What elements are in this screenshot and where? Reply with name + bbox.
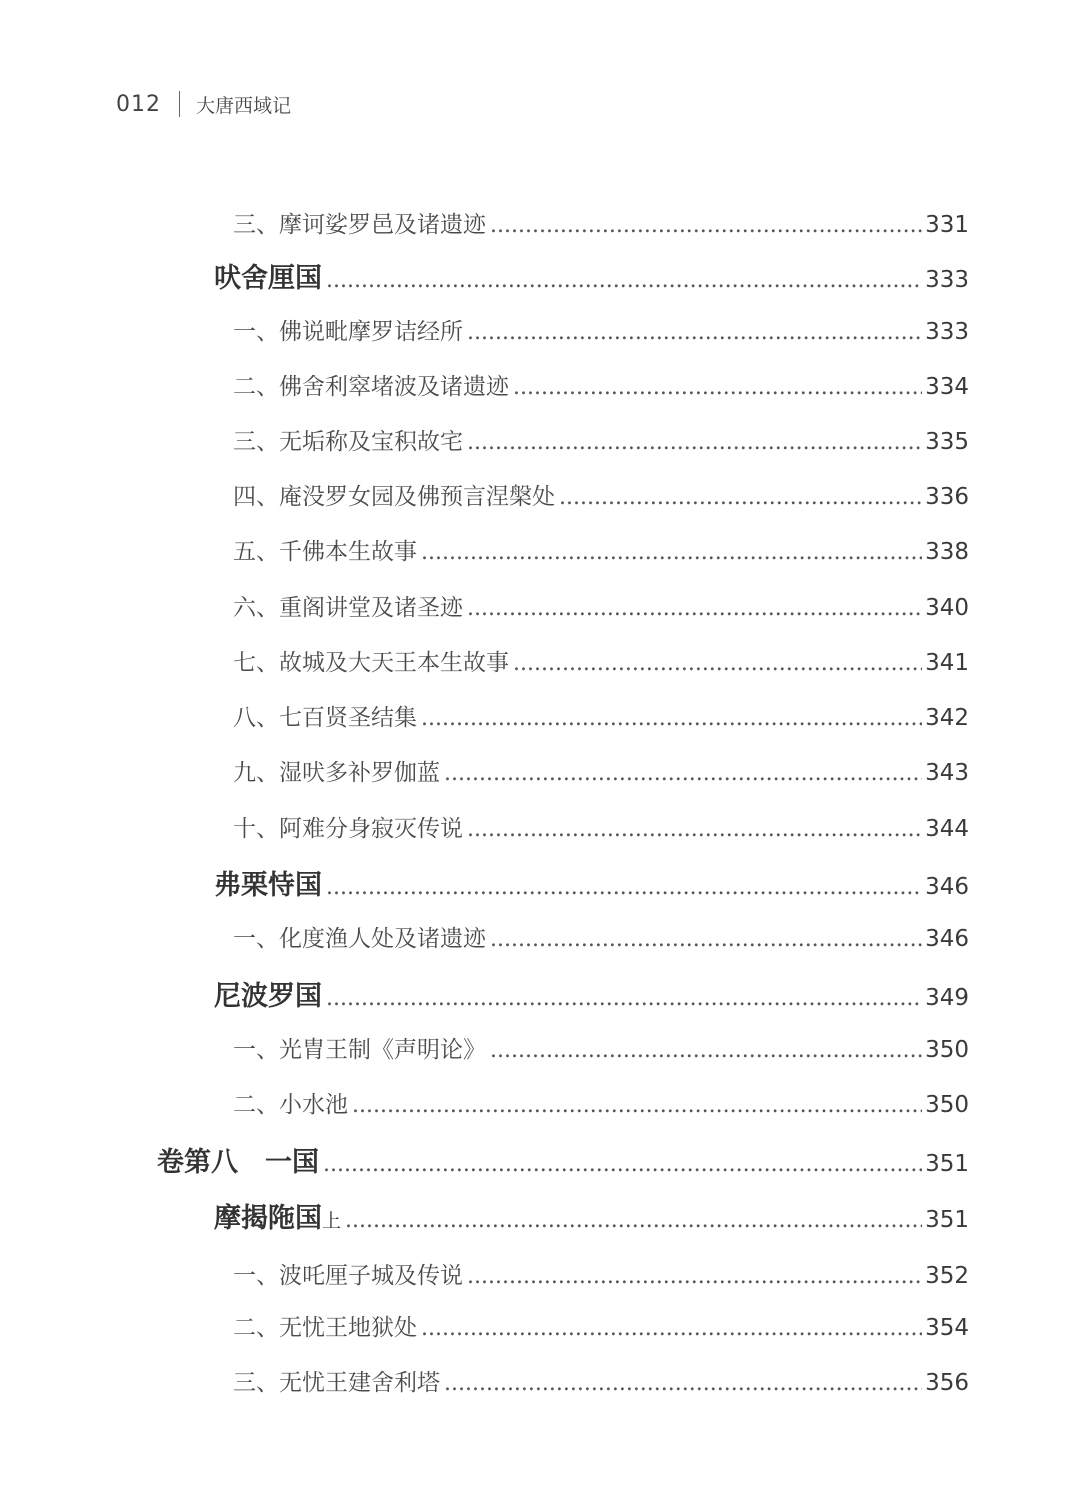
toc-entry-title: 一、波吒厘子城及传说 — [233, 1263, 463, 1289]
running-head — [116, 86, 291, 122]
toc-entry-section[interactable] — [233, 754, 969, 787]
toc-entry-country[interactable] — [214, 974, 969, 1013]
toc-entry-section[interactable] — [233, 313, 969, 346]
toc-entry-page: 336 — [925, 484, 969, 510]
dot-leader — [467, 430, 922, 455]
toc-entry-title: 二、无忧王地狱处 — [233, 1315, 417, 1341]
toc-entry-title: 三、无垢称及宝积故宅 — [233, 429, 463, 455]
toc-entry-page: 340 — [925, 595, 969, 621]
toc-entry-section[interactable] — [233, 699, 969, 732]
dot-leader — [467, 817, 922, 842]
dot-leader — [421, 706, 922, 731]
toc-entry-title: 一、佛说毗摩罗诘经所 — [233, 319, 463, 345]
toc-entry-title: 二、佛舍利窣堵波及诸遗迹 — [233, 374, 509, 400]
toc-entry-title: 十、阿难分身寂灭传说 — [233, 816, 463, 842]
toc-entry-page: 333 — [925, 319, 969, 345]
toc-entry-page: 352 — [925, 1263, 969, 1289]
dot-leader — [490, 1038, 922, 1063]
toc-entry-section[interactable] — [233, 644, 969, 677]
toc-entry-title: 七、故城及大天王本生故事 — [233, 650, 509, 676]
toc-entry-section[interactable] — [233, 206, 969, 239]
toc-entry-volume[interactable] — [157, 1140, 969, 1179]
toc-entry-page: 343 — [925, 760, 969, 786]
dot-leader — [467, 1264, 922, 1289]
dot-leader — [352, 1093, 922, 1118]
toc-entry-title: 八、七百贤圣结集 — [233, 705, 417, 731]
toc-entry-page: 331 — [925, 212, 969, 238]
toc-entry-section[interactable] — [233, 368, 969, 401]
toc-entry-section[interactable] — [233, 1086, 969, 1119]
dot-leader — [490, 927, 922, 952]
toc-entry-section[interactable] — [233, 1257, 969, 1290]
toc-entry-page: 342 — [925, 705, 969, 731]
header-divider — [179, 91, 180, 117]
toc-entry-page: 349 — [925, 985, 969, 1011]
dot-leader — [421, 540, 922, 565]
dot-leader — [559, 485, 922, 510]
dot-leader — [323, 1152, 922, 1177]
toc-entry-title: 尼波罗国 — [214, 981, 322, 1012]
toc-entry-title: 五、千佛本生故事 — [233, 539, 417, 565]
dot-leader — [444, 1371, 922, 1396]
toc-entry-page: 333 — [925, 267, 969, 293]
toc-entry-page: 334 — [925, 374, 969, 400]
toc-entry-page: 351 — [925, 1151, 969, 1177]
dot-leader — [444, 761, 922, 786]
toc-entry-title: 吠舍厘国 — [214, 263, 322, 294]
toc-entry-section[interactable] — [233, 478, 969, 511]
toc-entry-title: 二、小水池 — [233, 1092, 348, 1118]
dot-leader — [326, 875, 922, 900]
toc-entry-page: 350 — [925, 1037, 969, 1063]
toc-entry-page: 346 — [925, 874, 969, 900]
toc-entry-section[interactable] — [233, 589, 969, 622]
toc-entry-title-suffix: 上 — [322, 1210, 342, 1232]
toc-entry-section[interactable] — [233, 423, 969, 456]
toc-entry-page: 356 — [925, 1370, 969, 1396]
toc-entry-page: 351 — [925, 1207, 969, 1233]
dot-leader — [513, 651, 922, 676]
dot-leader — [326, 268, 922, 293]
toc-entry-page: 335 — [925, 429, 969, 455]
toc-entry-title — [214, 1196, 345, 1235]
toc-entry-title: 一、光胄王制《声明论》 — [233, 1037, 486, 1063]
toc-entry-page: 341 — [925, 650, 969, 676]
toc-entry-page: 346 — [925, 926, 969, 952]
toc-entry-title: 四、庵没罗女园及佛预言涅槃处 — [233, 484, 555, 510]
toc-entry-title: 九、湿吠多补罗伽蓝 — [233, 760, 440, 786]
dot-leader — [345, 1208, 922, 1233]
toc-entry-country[interactable] — [214, 1196, 969, 1235]
toc-entry-section[interactable] — [233, 1031, 969, 1064]
toc-entry-title: 弗栗恃国 — [214, 870, 322, 901]
toc-entry-page: 338 — [925, 539, 969, 565]
toc-entry-page: 354 — [925, 1315, 969, 1341]
dot-leader — [467, 320, 922, 345]
toc-entry-section[interactable] — [233, 810, 969, 843]
page-number: 012 — [116, 91, 161, 117]
dot-leader — [467, 596, 922, 621]
toc-entry-page: 350 — [925, 1092, 969, 1118]
toc-entry-section[interactable] — [233, 920, 969, 953]
toc-entry-section[interactable] — [233, 1309, 969, 1342]
dot-leader — [421, 1316, 922, 1341]
toc-entry-title: 三、无忧王建舍利塔 — [233, 1370, 440, 1396]
dot-leader — [326, 986, 922, 1011]
toc-entry-title: 六、重阁讲堂及诸圣迹 — [233, 595, 463, 621]
dot-leader — [513, 375, 922, 400]
book-title: 大唐西域记 — [196, 94, 292, 117]
toc-entry-country[interactable] — [214, 256, 969, 295]
toc-entry-title: 卷第八 一国 — [157, 1147, 319, 1178]
toc-entry-section[interactable] — [233, 533, 969, 566]
toc-entry-country[interactable] — [214, 863, 969, 902]
toc-entry-title: 三、摩诃娑罗邑及诸遗迹 — [233, 212, 486, 238]
toc-entry-section[interactable] — [233, 1364, 969, 1397]
toc-entry-title: 一、化度渔人处及诸遗迹 — [233, 926, 486, 952]
toc-entry-title-text: 摩揭陁国 — [214, 1203, 322, 1234]
dot-leader — [490, 213, 922, 238]
toc-entry-page: 344 — [925, 816, 969, 842]
